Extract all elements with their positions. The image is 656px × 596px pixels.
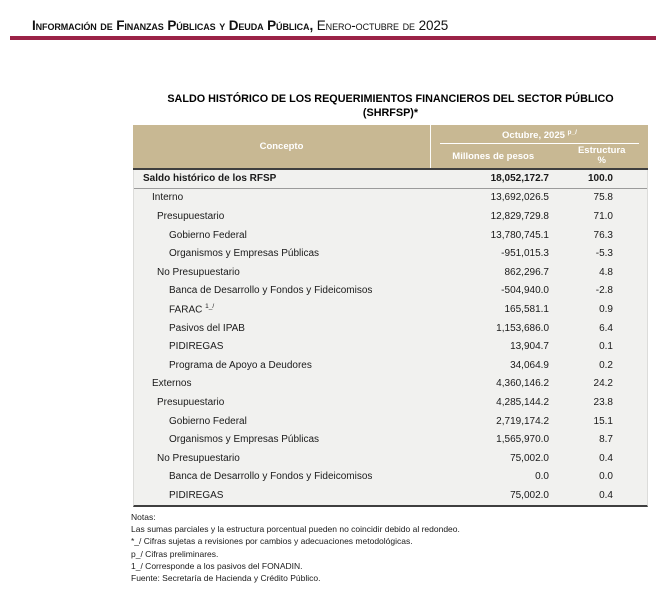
row-value-millones: 12,829,729.8 [490, 210, 549, 222]
row-value-estructura: 4.8 [599, 266, 613, 278]
column-header-estructura [555, 146, 648, 167]
row-label [134, 173, 429, 184]
table-subheaders [431, 144, 648, 168]
row-value-estructura: 71.0 [593, 210, 613, 222]
row-label-text: Banca de Desarrollo y Fondos y Fideicomisos [169, 471, 373, 483]
row-value-estructura: -5.3 [595, 248, 613, 260]
row-value-estructura: 100.0 [587, 173, 613, 185]
row-label-text: Programa de Apoyo a Deudores [169, 359, 312, 371]
row-label-text: Organismos y Empresas Públicas [169, 434, 320, 446]
row-value-estructura: 0.4 [599, 452, 613, 464]
row-label-text: Externos [152, 378, 192, 390]
row-label [134, 416, 429, 427]
footnote-line: *_/ Cifras sujetas a revisiones por cambios y adecuaciones metodológicas. [131, 536, 413, 547]
header-accent-rule [10, 36, 656, 40]
row-label-text: Saldo histórico de los RFSP [143, 173, 277, 185]
row-value-estructura: 15.1 [593, 415, 613, 427]
row-value-millones: 13,692,026.5 [490, 192, 549, 204]
page-header [32, 18, 448, 33]
row-value-estructura: 75.8 [593, 192, 613, 204]
table-row [134, 356, 647, 375]
table-row [134, 375, 647, 394]
footnote-line: p_/ Cifras preliminares. [131, 548, 219, 559]
row-value-millones: 13,904.7 [510, 341, 549, 353]
table-row [134, 319, 647, 338]
row-label-text: No Presupuestario [157, 266, 240, 278]
row-value-millones: 18,052,172.7 [490, 173, 549, 185]
row-label [134, 490, 429, 501]
estructura-label: Estructura [577, 144, 626, 156]
period-superscript: p_/ [567, 129, 577, 136]
shrfsp-table [133, 125, 648, 507]
row-label [134, 248, 429, 259]
footnote-line: Las sumas parciales y la estructura porcentual pueden no coincidir debido al redondeo. [131, 524, 460, 535]
table-row [134, 412, 647, 431]
row-value-estructura: 24.2 [593, 378, 613, 390]
table-row [134, 282, 647, 301]
table-title-line1: SALDO HISTÓRICO DE LOS REQUERIMIENTOS FINANCIEROS DEL SECTOR PÚBLICO [167, 93, 614, 105]
row-label [134, 397, 429, 408]
table-row [134, 468, 647, 487]
footnotes-heading: Notas: [131, 512, 156, 522]
row-label [134, 303, 429, 315]
row-label-text: Organismos y Empresas Públicas [169, 248, 320, 260]
page-header-title: Información de Finanzas Públicas y Deuda Pública, [32, 18, 314, 33]
row-label-text: Banca de Desarrollo y Fondos y Fideicomisos [169, 285, 373, 297]
row-label [134, 341, 429, 352]
row-value-millones: 0.0 [535, 471, 549, 483]
row-value-millones: 34,064.9 [510, 359, 549, 371]
table-row [134, 207, 647, 226]
footnote-line: 1_/ Corresponde a los pasivos del FONADIN. [131, 560, 303, 571]
table-title-line2: (SHRFSP)* [362, 107, 419, 119]
page-header-period: Enero-octubre de 2025 [313, 18, 449, 33]
table-row [134, 226, 647, 245]
row-value-millones: 2,719,174.2 [496, 415, 549, 427]
row-label-text: PIDIREGAS [169, 341, 224, 353]
table-row [134, 300, 647, 319]
row-value-millones: 4,360,146.2 [496, 378, 549, 390]
table-row [134, 263, 647, 282]
row-label-superscript: 1_/ [205, 303, 215, 311]
row-label [134, 378, 429, 389]
table-row [134, 449, 647, 468]
column-header-concepto: Concepto [259, 141, 304, 152]
row-value-millones: 1,153,686.0 [496, 322, 549, 334]
row-value-estructura: 8.7 [599, 434, 613, 446]
row-value-millones: 75,002.0 [510, 452, 549, 464]
row-label [134, 230, 429, 241]
row-value-millones: 165,581.1 [504, 303, 549, 315]
row-value-millones: -951,015.3 [501, 248, 549, 260]
row-label-text: Interno [152, 192, 184, 204]
row-value-estructura: 6.4 [599, 322, 613, 334]
table-title [133, 92, 648, 120]
table-header-period-group [430, 125, 648, 168]
row-label [134, 267, 429, 278]
row-value-millones: 4,285,144.2 [496, 396, 549, 408]
row-label-text: FARAC [169, 304, 206, 316]
table-row [134, 337, 647, 356]
row-value-estructura: 0.2 [599, 359, 613, 371]
footnotes [131, 511, 460, 584]
row-label-text: Gobierno Federal [169, 229, 247, 241]
row-label-text: Pasivos del IPAB [169, 322, 245, 334]
footnote-line: Fuente: Secretaría de Hacienda y Crédito Público. [131, 573, 321, 584]
table-row [134, 430, 647, 449]
row-label-text: Presupuestario [157, 396, 225, 408]
row-label-text: PIDIREGAS [169, 489, 224, 501]
row-label [134, 453, 429, 464]
row-value-millones: 75,002.0 [510, 489, 549, 501]
row-label-text: Gobierno Federal [169, 415, 247, 427]
row-label-text: Presupuestario [157, 210, 225, 222]
row-label [134, 192, 429, 203]
row-value-millones: 862,296.7 [504, 266, 549, 278]
row-label [134, 471, 429, 482]
row-label [134, 360, 429, 371]
row-value-millones: 1,565,970.0 [496, 434, 549, 446]
table-row [134, 486, 647, 505]
row-value-estructura: 0.9 [599, 303, 613, 315]
row-label [134, 211, 429, 222]
row-label [134, 323, 429, 334]
table-row [134, 244, 647, 263]
row-value-estructura: 76.3 [593, 229, 613, 241]
row-value-estructura: 0.1 [599, 341, 613, 353]
row-label [134, 434, 429, 445]
row-label [134, 285, 429, 296]
table-row [134, 170, 647, 189]
row-value-millones: 13,780,745.1 [490, 229, 549, 241]
table-row [134, 189, 647, 208]
row-label-text: No Presupuestario [157, 452, 240, 464]
period-label: Octubre, 2025 [502, 130, 568, 142]
table-header [133, 125, 648, 170]
estructura-percent-sign: % [597, 155, 606, 167]
row-value-estructura: 0.4 [599, 489, 613, 501]
table-row [134, 393, 647, 412]
row-value-estructura: -2.8 [595, 285, 613, 297]
column-header-millones: Millones de pesos [452, 150, 535, 162]
table-body [133, 170, 648, 507]
row-value-estructura: 0.0 [599, 471, 613, 483]
column-header-period [440, 129, 639, 144]
row-value-estructura: 23.8 [593, 396, 613, 408]
row-value-millones: -504,940.0 [501, 285, 549, 297]
